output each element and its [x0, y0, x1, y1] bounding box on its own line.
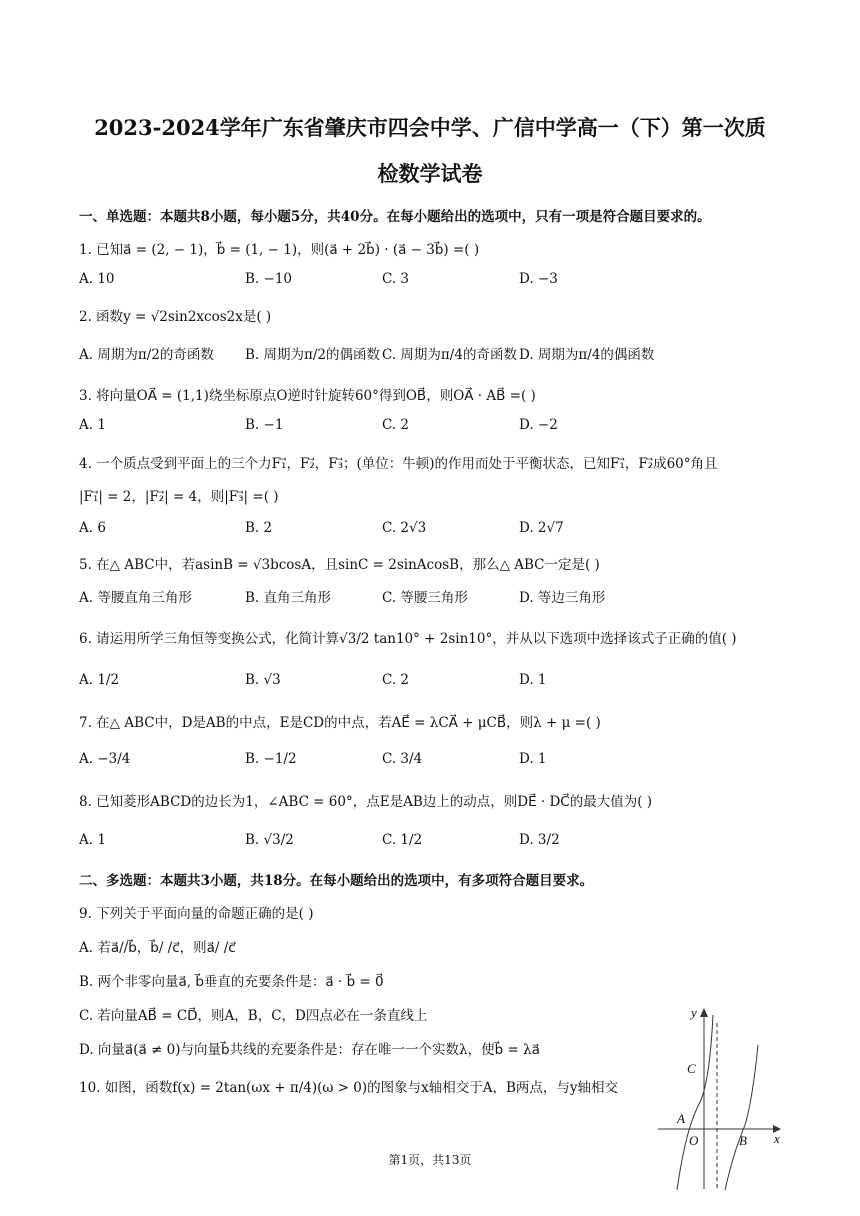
question-6-option-d: D. 1: [519, 672, 547, 688]
question-3-option-c: C. 2: [382, 417, 410, 433]
figure-label-a: A: [677, 1111, 685, 1126]
question-2-option-c: C. 周期为π/4的奇函数: [382, 347, 517, 363]
question-7-option-d: D. 1: [519, 751, 547, 767]
question-5-option-a: A. 等腰直角三角形: [79, 590, 192, 606]
question-7-option-a: A. −3/4: [79, 751, 131, 767]
question-3-stem: 3. 将向量OA⃗ = (1,1)绕坐标原点O逆时针旋转60°得到OB⃗，则OA⃗ · AB⃗ =( ): [79, 388, 536, 404]
question-5-option-b: B. 直角三角形: [245, 590, 332, 606]
question-4-option-a: A. 6: [79, 520, 106, 536]
question-1-stem: 1. 已知a⃗ = (2, − 1)，b⃗ = (1, − 1)，则(a⃗ + 2b⃗) · (a⃗ − 3b⃗) =( ): [79, 242, 480, 258]
figure-label-x: x: [774, 1131, 780, 1146]
question-8-option-c: C. 1/2: [382, 832, 423, 848]
figure-label-b: B: [739, 1133, 747, 1148]
page-footer: 第1页，共13页: [388, 1153, 472, 1167]
question-3-option-a: A. 1: [79, 417, 106, 433]
question-4-option-b: B. 2: [245, 520, 273, 536]
question-1-option-a: A. 10: [79, 271, 115, 287]
question-9-option-d: D. 向量a⃗(a⃗ ≠ 0)与向量b⃗共线的充要条件是：存在唯一一个实数λ，使b⃗ = λa⃗: [79, 1042, 540, 1058]
exam-title-line2: 检数学试卷: [377, 161, 483, 186]
question-9-option-c: C. 若向量AB⃗ = CD⃗，则A，B，C，D四点必在一条直线上: [79, 1008, 428, 1024]
question-7-option-c: C. 3/4: [382, 751, 423, 767]
section-heading-multi-choice: 二、多选题：本题共3小题，共18分。在每小题给出的选项中，有多项符合题目要求。: [79, 873, 594, 889]
question-5-option-c: C. 等腰三角形: [382, 590, 468, 606]
question-9-stem: 9. 下列关于平面向量的命题正确的是( ): [79, 906, 314, 922]
question-8-option-a: A. 1: [79, 832, 106, 848]
question-2-stem: 2. 函数y = √2sin2xcos2x是( ): [79, 309, 272, 325]
question-2-option-d: D. 周期为π/4的偶函数: [519, 347, 655, 363]
question-1-option-b: B. −10: [245, 271, 292, 287]
question-4-option-d: D. 2√7: [519, 520, 564, 536]
question-3-option-b: B. −1: [245, 417, 284, 433]
question-7-stem: 7. 在△ ABC中，D是AB的中点，E是CD的中点，若AE⃗ = λCA⃗ + μCB⃗，则λ + μ =( ): [79, 715, 601, 731]
question-8-option-b: B. √3/2: [245, 832, 294, 848]
curve-right-branch: [725, 1045, 758, 1190]
figure-label-o: O: [689, 1133, 699, 1148]
question-8-stem: 8. 已知菱形ABCD的边长为1，∠ABC = 60°，点E是AB边上的动点，则DE⃗ · DC⃗的最大值为( ): [79, 794, 653, 810]
question-9-option-b: B. 两个非零向量a⃗, b⃗垂直的充要条件是：a⃗ · b⃗ = 0⃗: [79, 974, 384, 990]
question-4-option-c: C. 2√3: [382, 520, 427, 536]
question-6-stem: 6. 请运用所学三角恒等变换公式，化简计算√3/2 tan10° + 2sin10°，并从以下选项中选择该式子正确的值( ): [79, 631, 737, 647]
question-10-stem: 10. 如图，函数f(x) = 2tan(ωx + π/4)(ω > 0)的图象与x轴相交于A，B两点，与y轴相交: [79, 1080, 619, 1096]
question-6-option-a: A. 1/2: [79, 672, 120, 688]
question-5-stem: 5. 在△ ABC中，若asinB = √3bcosA，且sinC = 2sinAcosB，那么△ ABC一定是( ): [79, 557, 600, 573]
question-4-stem-line2: |F₁⃗| = 2，|F₂⃗| = 4，则|F₃⃗| =( ): [79, 489, 279, 505]
figure-label-y: y: [691, 1005, 697, 1020]
section-heading-single-choice: 一、单选题：本题共8小题，每小题5分，共40分。在每小题给出的选项中，只有一项是符合题目要求的。: [79, 209, 711, 225]
question-8-option-d: D. 3/2: [519, 832, 560, 848]
question-3-option-d: D. −2: [519, 417, 558, 433]
question-1-option-c: C. 3: [382, 271, 410, 287]
question-4-stem-line1: 4. 一个质点受到平面上的三个力F₁⃗，F₂⃗，F₃⃗；(单位：牛顿)的作用而处于平衡状态，已知F₁⃗，F₂⃗成60°角且: [79, 456, 718, 472]
exam-title-line1: 2023-2024学年广东省肇庆市四会中学、广信中学高一（下）第一次质: [94, 115, 766, 140]
question-5-option-d: D. 等边三角形: [519, 590, 606, 606]
figure-label-c: C: [687, 1061, 696, 1076]
question-6-option-b: B. √3: [245, 672, 281, 688]
question-2-option-b: B. 周期为π/2的偶函数: [245, 347, 381, 363]
question-6-option-c: C. 2: [382, 672, 410, 688]
question-2-option-a: A. 周期为π/2的奇函数: [79, 347, 214, 363]
question-1-option-d: D. −3: [519, 271, 558, 287]
question-9-option-a: A. 若a⃗//b⃗，b⃗/ /c⃗，则a⃗/ /c⃗: [79, 940, 236, 956]
question-7-option-b: B. −1/2: [245, 751, 297, 767]
